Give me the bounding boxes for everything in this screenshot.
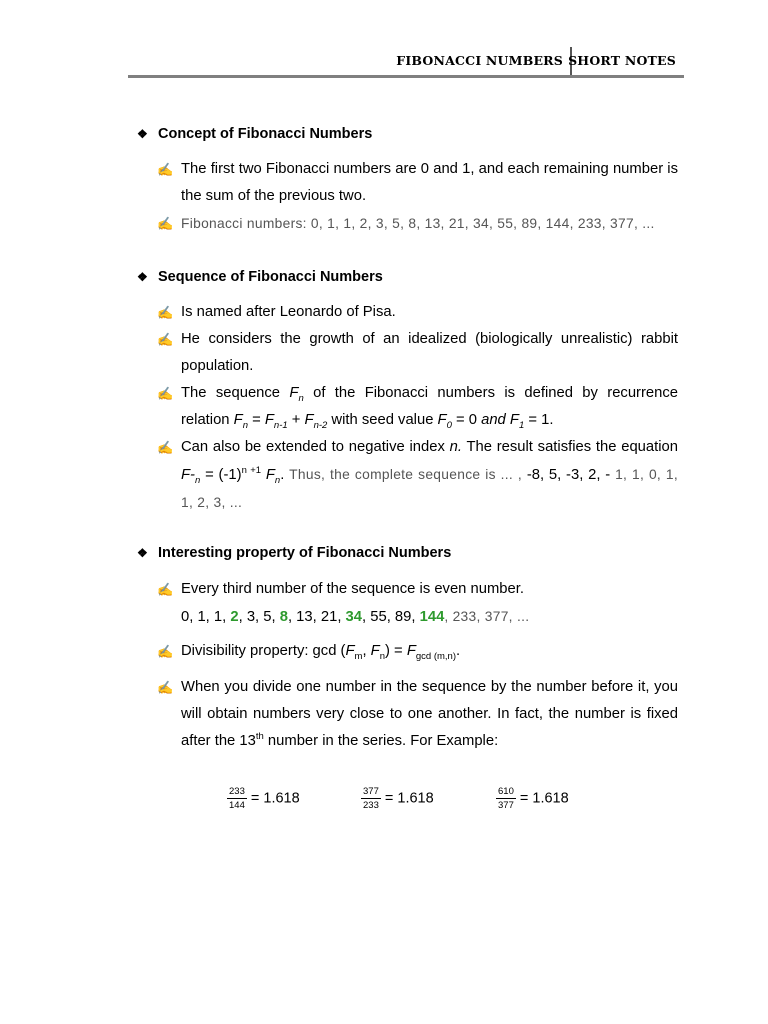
section-heading-sequence: ❖ Sequence of Fibonacci Numbers — [137, 269, 383, 285]
arrow-bullet-icon: ✍ — [157, 440, 174, 455]
header-title: FIBONACCI NUMBERS — [396, 53, 563, 68]
arrow-bullet-icon: ✍ — [157, 332, 174, 347]
page-header — [128, 45, 684, 78]
even-sequence: 0, 1, 1, 2, 3, 5, 8, 13, 21, 34, 55, 89, 144, 233, 377, ... — [181, 609, 530, 625]
list-item: ✍ Is named after Leonardo of Pisa. — [157, 299, 678, 326]
diamond-bullet-icon: ❖ — [137, 127, 148, 141]
header-subtitle: SHORT NOTES — [568, 53, 676, 68]
arrow-bullet-icon: ✍ — [157, 162, 174, 177]
arrow-bullet-icon: ✍ — [157, 216, 174, 231]
arrow-bullet-icon: ✍ — [157, 386, 174, 401]
arrow-bullet-icon: ✍ — [157, 680, 174, 695]
section-heading-concept: ❖ Concept of Fibonacci Numbers — [137, 126, 373, 142]
diamond-bullet-icon: ❖ — [137, 270, 148, 284]
list-item: ✍ Every third number of the sequence is even number. 0, 1, 1, 2, 3, 5, 8, 13, 21, 34, 55, 89, 144, 233, 377, ... — [157, 576, 678, 631]
list-item: ✍ When you divide one number in the sequence by the number before it, you will obtain numbers very close to one another. In fact, the number is fixed after the 13th number in the series. For Example: — [157, 674, 678, 755]
arrow-bullet-icon: ✍ — [157, 582, 174, 597]
diamond-bullet-icon: ❖ — [137, 546, 148, 560]
list-item: ✍ The first two Fibonacci numbers are 0 and 1, and each remaining number is the sum of the previous two. — [157, 156, 678, 210]
list-item: ✍ Can also be extended to negative index n. The result satisfies the equation $F-_n = (-1)^{n +1}$ $F_n$. Thus, the complete sequence is ... , -8, 5, -3, 2, - 1, 1, 0, 1, 1, 2, 3, ... — [157, 434, 678, 517]
arrow-bullet-icon: ✍ — [157, 305, 174, 320]
ratio-example: $\frac{610}{377}$ = 1.618 — [498, 786, 569, 811]
ratio-example: $\frac{233}{144}$ = 1.618 — [229, 786, 300, 811]
list-item: ✍ Fibonacci numbers: 0, 1, 1, 2, 3, 5, 8, 13, 21, 34, 55, 89, 144, 233, 377, ... — [157, 210, 678, 237]
list-item: ✍ The sequence $F_n$ of the Fibonacci numbers is defined by recurrence relation $F_n = F_{n-1} + F_{n-2}$ with seed value $F_0 = 0$ and $F_1 = 1$. — [157, 380, 678, 434]
list-item: ✍ Divisibility property: $\gcd (F_m$, $F_n) = F_{gcd (m,n)}$. — [157, 638, 678, 665]
ratio-example: $\frac{377}{233}$ = 1.618 — [363, 786, 434, 811]
section-heading-property: ❖ Interesting property of Fibonacci Numbers — [137, 545, 452, 561]
arrow-bullet-icon: ✍ — [157, 644, 174, 659]
list-item: ✍ He considers the growth of an idealized (biologically unrealistic) rabbit population. — [157, 326, 678, 380]
